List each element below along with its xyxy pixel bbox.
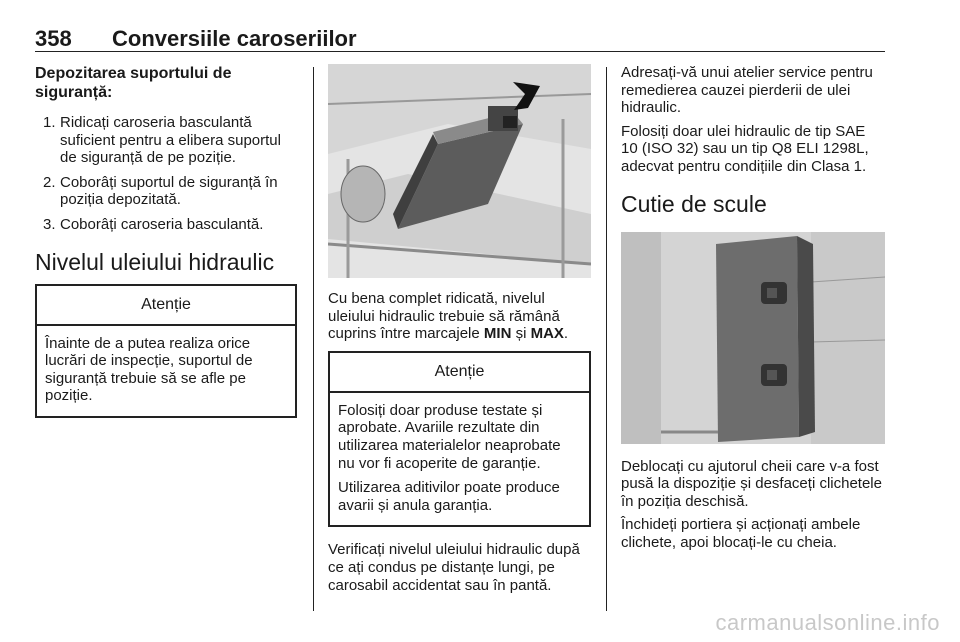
tool-box-illustration (621, 232, 885, 444)
steps-list (35, 114, 297, 234)
caution-box-approved-products (328, 351, 591, 528)
caution-body (330, 393, 589, 526)
column-middle (328, 64, 591, 600)
column-right (621, 64, 885, 558)
chapter-title: Conversiile caroseriilor (112, 26, 357, 51)
caution-title: Atenție (330, 353, 589, 393)
oil-level-paragraph (328, 290, 591, 343)
oil-level-text: Cu bena complet ridicată, nivelul uleiului hidraulic trebuie să rămână cuprins între marcajele (328, 290, 560, 343)
step-text: Coborâți caroseria basculantă. (60, 215, 264, 233)
caution-body (37, 326, 295, 416)
hydraulic-pump-illustration (328, 64, 591, 278)
step-number: 1. (43, 114, 56, 131)
oil-level-period: . (563, 325, 569, 343)
watermark: carmanualsonline.info (715, 610, 940, 635)
oil-type-paragraph: Folosiți doar ulei hidraulic de tip SAE 10 (ISO 32) sau un tip Q8 ELI 1298L, adecvat pentru condițiile din Clasa 1. (621, 122, 869, 175)
step-number: 3. (43, 215, 56, 233)
column-divider-1 (313, 67, 314, 611)
max-mark-label: MAX (530, 325, 564, 343)
caution-text-approved: Folosiți doar produse testate și aprobate. Avariile rezultate din utilizarea materialelor neaprobate nu vor fi acoperite de garanție. (338, 401, 561, 472)
caution-text: Înainte de a putea realiza orice lucrări de inspecție, suportul de siguranță trebuie să se afle pe poziție. (45, 334, 253, 405)
step-item (35, 174, 297, 209)
page-number: 358 (35, 26, 72, 51)
caution-title: Atenție (37, 286, 295, 326)
heading-hydraulic-oil-level: Nivelul uleiului hidraulic (35, 248, 275, 275)
section-title-safety-support: Depozitarea suportului de siguranță: (35, 65, 232, 101)
step-item (35, 114, 297, 167)
page-header (35, 26, 885, 54)
oil-level-conjunction: și (511, 325, 531, 343)
step-text: Coborâți suportul de siguranță în poziția depozitată. (60, 173, 278, 209)
step-item (35, 216, 297, 234)
header-rule (35, 51, 885, 52)
step-number: 2. (43, 173, 56, 191)
caution-box-inspection (35, 284, 297, 418)
check-oil-paragraph: Verificați nivelul uleiului hidraulic după ce ați condus pe distanțe lungi, pe carosabil accidentat sau în pantă. (328, 541, 580, 594)
column-divider-2 (606, 67, 607, 611)
unlock-paragraph: Deblocați cu ajutorul cheii care v-a fost pusă la dispoziție și desfaceți clichetele în poziția deschisă. (621, 457, 882, 510)
step-text: Ridicați caroseria basculantă suficient pentru a elibera suportul de siguranță de pe poziție. (60, 114, 281, 167)
min-mark-label: MIN (483, 325, 512, 343)
heading-tool-box: Cutie de scule (621, 190, 767, 217)
close-paragraph: Închideți portiera și acționați ambele clichete, apoi blocați-le cu cheia. (621, 516, 861, 551)
column-left (35, 64, 297, 418)
caution-text-additives: Utilizarea aditivilor poate produce avarii și anula garanția. (338, 479, 560, 514)
service-paragraph: Adresați-vă unui atelier service pentru remedierea cauzei pierderii de ulei hidraulic. (621, 64, 873, 117)
